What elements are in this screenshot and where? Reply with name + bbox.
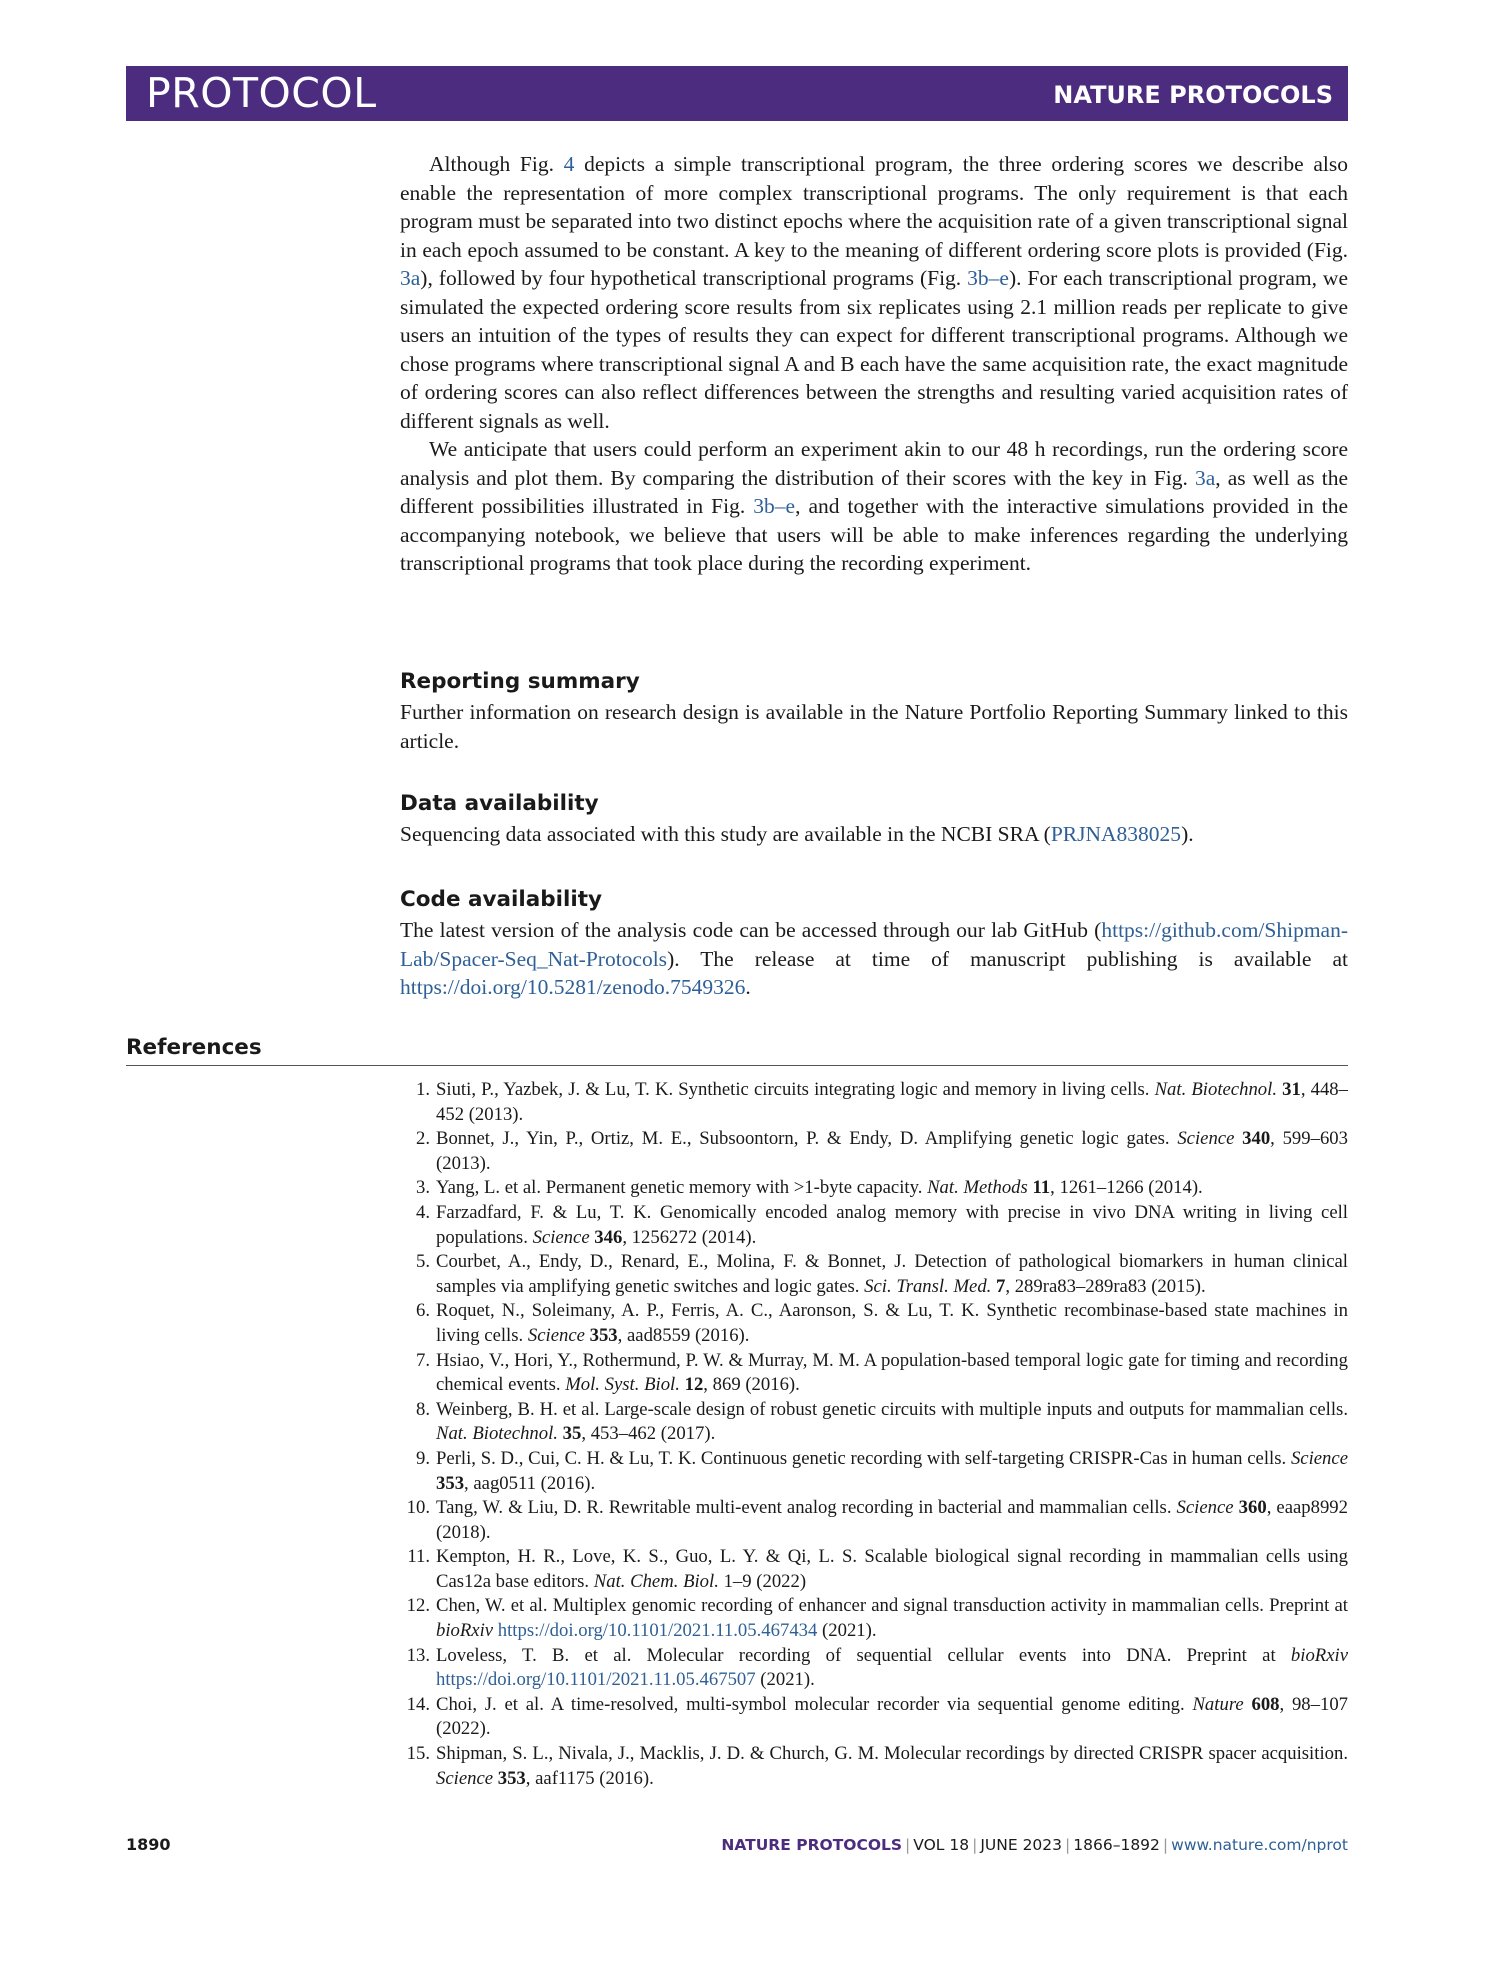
reference-text: Yang, L. et al. Permanent genetic memory with >1-byte capacity. bbox=[436, 1177, 928, 1199]
reference-item bbox=[400, 1349, 1348, 1398]
reference-text: Loveless, T. B. et al. Molecular recording of sequential cellular events into DNA. Preprint at bbox=[436, 1644, 1291, 1666]
reference-number: 5. bbox=[415, 1251, 430, 1273]
reference-item bbox=[400, 1496, 1348, 1545]
reference-item bbox=[400, 1127, 1348, 1176]
figure-link-3b-e[interactable]: 3b–e bbox=[753, 494, 796, 518]
reference-item bbox=[400, 1594, 1348, 1643]
reference-journal: Nature bbox=[1192, 1693, 1244, 1715]
reference-item bbox=[400, 1644, 1348, 1693]
reference-item bbox=[400, 1299, 1348, 1348]
reference-journal: Sci. Transl. Med. bbox=[864, 1275, 992, 1297]
article-type-label: PROTOCOL bbox=[146, 69, 377, 117]
footer-separator: | bbox=[1065, 1836, 1071, 1854]
reference-number: 8. bbox=[415, 1398, 430, 1420]
reference-journal: Science bbox=[527, 1324, 585, 1346]
reference-volume: 11 bbox=[1032, 1177, 1051, 1199]
zenodo-doi-link[interactable]: https://doi.org/10.5281/zenodo.7549326 bbox=[400, 975, 746, 999]
reference-rest: , 599–603 (2013). bbox=[436, 1128, 1348, 1174]
body-paragraph-1: Although Fig. 4 depicts a simple transcriptional program, the three ordering scores we describe also enable the representation of more complex transcriptional programs. The only requirement is that each program must be separated into two distinct epochs where the acquisition rate of a given transcriptional signal in each epoch assumed to be constant. A key to the meaning of different ordering score plots is provided (Fig. 3a), followed by four hypothetical transcriptional programs (Fig. 3b–e). For each transcriptional program, we simulated the expected ordering score results from six replicates using 2.1 million reads per replicate to give users an intuition of the types of results they can expect for different transcriptional programs. Although we chose programs where transcriptional signal A and B each have the same acquisition rate, the exact magnitude of ordering scores can also reflect differences between the strengths and resulting varied acquisition rates of different signals as well. bbox=[400, 152, 1349, 433]
reference-item bbox=[400, 1447, 1348, 1496]
reference-volume: 12 bbox=[684, 1374, 704, 1396]
reference-rest: 1–9 (2022) bbox=[718, 1570, 807, 1592]
reference-volume: 353 bbox=[497, 1767, 526, 1789]
reference-text: Kempton, H. R., Love, K. S., Guo, L. Y. & Qi, L. S. Scalable biological signal recording in mammalian cells using Cas12a base editors. bbox=[436, 1546, 1348, 1592]
reference-number: 7. bbox=[415, 1349, 430, 1371]
reference-journal: Science bbox=[1177, 1128, 1235, 1150]
data-availability-text: Sequencing data associated with this study are available in the NCBI SRA (PRJNA838025). bbox=[400, 822, 1194, 846]
reference-number: 12. bbox=[406, 1595, 430, 1617]
figure-link-3a[interactable]: 3a bbox=[1194, 465, 1216, 490]
reference-item bbox=[400, 1078, 1348, 1127]
sra-accession-link[interactable]: PRJNA838025 bbox=[1050, 822, 1182, 846]
reference-volume: 340 bbox=[1242, 1128, 1271, 1150]
reference-rest: , 448–452 (2013). bbox=[436, 1079, 1348, 1125]
reference-volume: 7 bbox=[996, 1275, 1006, 1297]
footer-separator: | bbox=[972, 1836, 978, 1854]
reference-number: 15. bbox=[406, 1743, 430, 1765]
reference-rest: , aag0511 (2016). bbox=[464, 1472, 596, 1494]
journal-header-bar bbox=[126, 66, 1348, 121]
reference-journal: Science bbox=[1176, 1497, 1234, 1519]
reference-volume: 608 bbox=[1251, 1693, 1280, 1715]
reference-rest: (2021). bbox=[755, 1669, 815, 1691]
reference-number: 13. bbox=[406, 1644, 430, 1666]
reference-item bbox=[400, 1398, 1348, 1447]
reference-rest: , 98–107 (2022). bbox=[436, 1693, 1349, 1740]
reference-text: Hsiao, V., Hori, Y., Rothermund, P. W. & Murray, M. M. A population-based temporal logic gate for timing and recording chemical events. bbox=[436, 1349, 1348, 1396]
reference-text: Perli, S. D., Cui, C. H. & Lu, T. K. Continuous genetic recording with self-targeting CRISPR-Cas in human cells. bbox=[436, 1447, 1291, 1469]
reference-number: 3. bbox=[415, 1177, 430, 1199]
reference-rest: , 289ra83–289ra83 (2015). bbox=[1005, 1275, 1206, 1297]
data-availability-heading: Data availability bbox=[400, 791, 599, 816]
reporting-summary-heading: Reporting summary bbox=[400, 669, 640, 694]
code-availability-heading: Code availability bbox=[400, 887, 603, 912]
reference-item bbox=[400, 1176, 1348, 1201]
github-link[interactable]: https://github.com/Shipman-Lab/Spacer-Seq_Nat-Protocols bbox=[400, 918, 1348, 971]
footer-separator: | bbox=[905, 1836, 911, 1854]
reference-number: 9. bbox=[415, 1447, 430, 1469]
references-heading: References bbox=[126, 1035, 262, 1060]
reference-number: 6. bbox=[415, 1300, 430, 1322]
reference-volume: 31 bbox=[1282, 1079, 1301, 1100]
reference-journal: Science bbox=[436, 1767, 494, 1789]
reference-rest: , 1256272 (2014). bbox=[622, 1226, 757, 1248]
figure-link-3a[interactable]: 3a bbox=[400, 266, 421, 290]
code-availability-text: The latest version of the analysis code can be accessed through our lab GitHub (https://github.com/Shipman-Lab/Spacer-Seq_Nat-Protocols). The release at time of manuscript publishing is available at https://doi.org/10.5281/zenodo.7549326. bbox=[400, 918, 1348, 999]
reference-journal: Nat. Biotechnol. bbox=[436, 1423, 558, 1445]
body-text bbox=[400, 150, 1348, 578]
reference-text: Courbet, A., Endy, D., Renard, E., Molina, F. & Bonnet, J. Detection of pathological biomarkers in human clinical samples via amplifying genetic switches and logic gates. bbox=[436, 1251, 1348, 1297]
footer-pages: 1866–1892 bbox=[1073, 1836, 1160, 1854]
reference-volume: 353 bbox=[436, 1472, 465, 1494]
reference-volume: 360 bbox=[1238, 1497, 1267, 1519]
reference-number: 10. bbox=[406, 1497, 430, 1519]
reference-doi-link[interactable]: https://doi.org/10.1101/2021.11.05.467434 bbox=[497, 1620, 818, 1642]
reference-number: 1. bbox=[415, 1079, 430, 1100]
references-divider bbox=[126, 1065, 1348, 1066]
reference-number: 11. bbox=[407, 1546, 430, 1568]
references-list bbox=[400, 1078, 1348, 1791]
reference-rest: , 869 (2016). bbox=[703, 1374, 800, 1396]
reference-journal: Mol. Syst. Biol. bbox=[565, 1374, 680, 1396]
reference-journal: Nat. Methods bbox=[927, 1177, 1028, 1199]
footer-volume: VOL 18 bbox=[913, 1836, 970, 1854]
reference-item bbox=[400, 1742, 1348, 1791]
reference-text: Siuti, P., Yazbek, J. & Lu, T. K. Synthetic circuits integrating logic and memory in living cells. bbox=[436, 1079, 1155, 1100]
reference-rest: , eaap8992 (2018). bbox=[436, 1497, 1348, 1543]
reference-text: Choi, J. et al. A time-resolved, multi-symbol molecular recorder via sequential genome editing. bbox=[436, 1693, 1193, 1715]
reference-item bbox=[400, 1545, 1348, 1594]
page-number: 1890 bbox=[126, 1835, 171, 1854]
footer-separator: | bbox=[1162, 1836, 1169, 1854]
reference-text: Chen, W. et al. Multiplex genomic recording of enhancer and signal transduction activity in mammalian cells. Preprint at bbox=[436, 1595, 1348, 1617]
reference-number: 2. bbox=[415, 1128, 430, 1150]
reference-journal: bioRxiv bbox=[1290, 1644, 1348, 1666]
body-paragraph-2: We anticipate that users could perform an experiment akin to our 48 h recordings, run the ordering score analysis and plot them. By comparing the distribution of their scores with the key in Fig. 3a, as well as the different possibilities illustrated in Fig. 3b–e, and together with the interactive simulations provided in the accompanying notebook, we believe that users will be able to make inferences regarding the underlying transcriptional programs that took place during the recording experiment. bbox=[400, 437, 1348, 575]
reference-rest: , aaf1175 (2016). bbox=[525, 1767, 654, 1789]
footer-url-link[interactable]: www.nature.com/nprot bbox=[1171, 1836, 1348, 1854]
reference-rest: , aad8559 (2016). bbox=[617, 1324, 750, 1346]
footer-date: JUNE 2023 bbox=[980, 1836, 1063, 1854]
reference-text: Weinberg, B. H. et al. Large-scale design of robust genetic circuits with multiple inputs and outputs for mammalian cells. bbox=[436, 1398, 1348, 1420]
reference-volume: 353 bbox=[589, 1324, 618, 1346]
footer-journal: NATURE PROTOCOLS bbox=[721, 1836, 903, 1854]
reference-volume: 35 bbox=[562, 1423, 582, 1445]
reference-rest: (2021). bbox=[817, 1620, 877, 1642]
reference-journal: bioRxiv bbox=[436, 1620, 494, 1642]
reference-number: 4. bbox=[415, 1201, 430, 1223]
reference-item bbox=[400, 1201, 1348, 1250]
reference-rest: , 1261–1266 (2014). bbox=[1050, 1177, 1203, 1199]
footer-citation bbox=[721, 1834, 1348, 1856]
reference-journal: Nat. Biotechnol. bbox=[1154, 1079, 1277, 1100]
reference-journal: Science bbox=[1290, 1447, 1348, 1469]
reference-rest: , 453–462 (2017). bbox=[581, 1423, 716, 1445]
reference-volume: 346 bbox=[594, 1226, 623, 1248]
reference-text: Tang, W. & Liu, D. R. Rewritable multi-event analog recording in bacterial and mammalian cells. bbox=[436, 1497, 1177, 1519]
figure-link-3b-e[interactable]: 3b–e bbox=[967, 266, 1009, 290]
reference-doi-link[interactable]: https://doi.org/10.1101/2021.11.05.467507 bbox=[436, 1669, 756, 1691]
reference-number: 14. bbox=[406, 1693, 430, 1715]
reference-text: Bonnet, J., Yin, P., Ortiz, M. E., Subsoontorn, P. & Endy, D. Amplifying genetic logic gates. bbox=[436, 1128, 1178, 1150]
reporting-summary-text: Further information on research design is available in the Nature Portfolio Reporting Summary linked to this article. bbox=[400, 700, 1348, 753]
reference-text: Shipman, S. L., Nivala, J., Macklis, J. D. & Church, G. M. Molecular recordings by directed CRISPR spacer acquisition. bbox=[436, 1743, 1348, 1765]
reference-text: Roquet, N., Soleimany, A. P., Ferris, A. C., Aaronson, S. & Lu, T. K. Synthetic recombinase-based state machines in living cells. bbox=[436, 1300, 1348, 1346]
reference-item bbox=[400, 1693, 1348, 1742]
reference-item bbox=[400, 1250, 1348, 1299]
journal-name-label: NATURE PROTOCOLS bbox=[1053, 81, 1333, 109]
reference-journal: Nat. Chem. Biol. bbox=[593, 1570, 719, 1592]
reference-journal: Science bbox=[532, 1226, 590, 1248]
figure-link-4[interactable]: 4 bbox=[563, 152, 575, 176]
reference-text: Farzadfard, F. & Lu, T. K. Genomically encoded analog memory with precise in vivo DNA writing in living cell populations. bbox=[436, 1201, 1348, 1248]
